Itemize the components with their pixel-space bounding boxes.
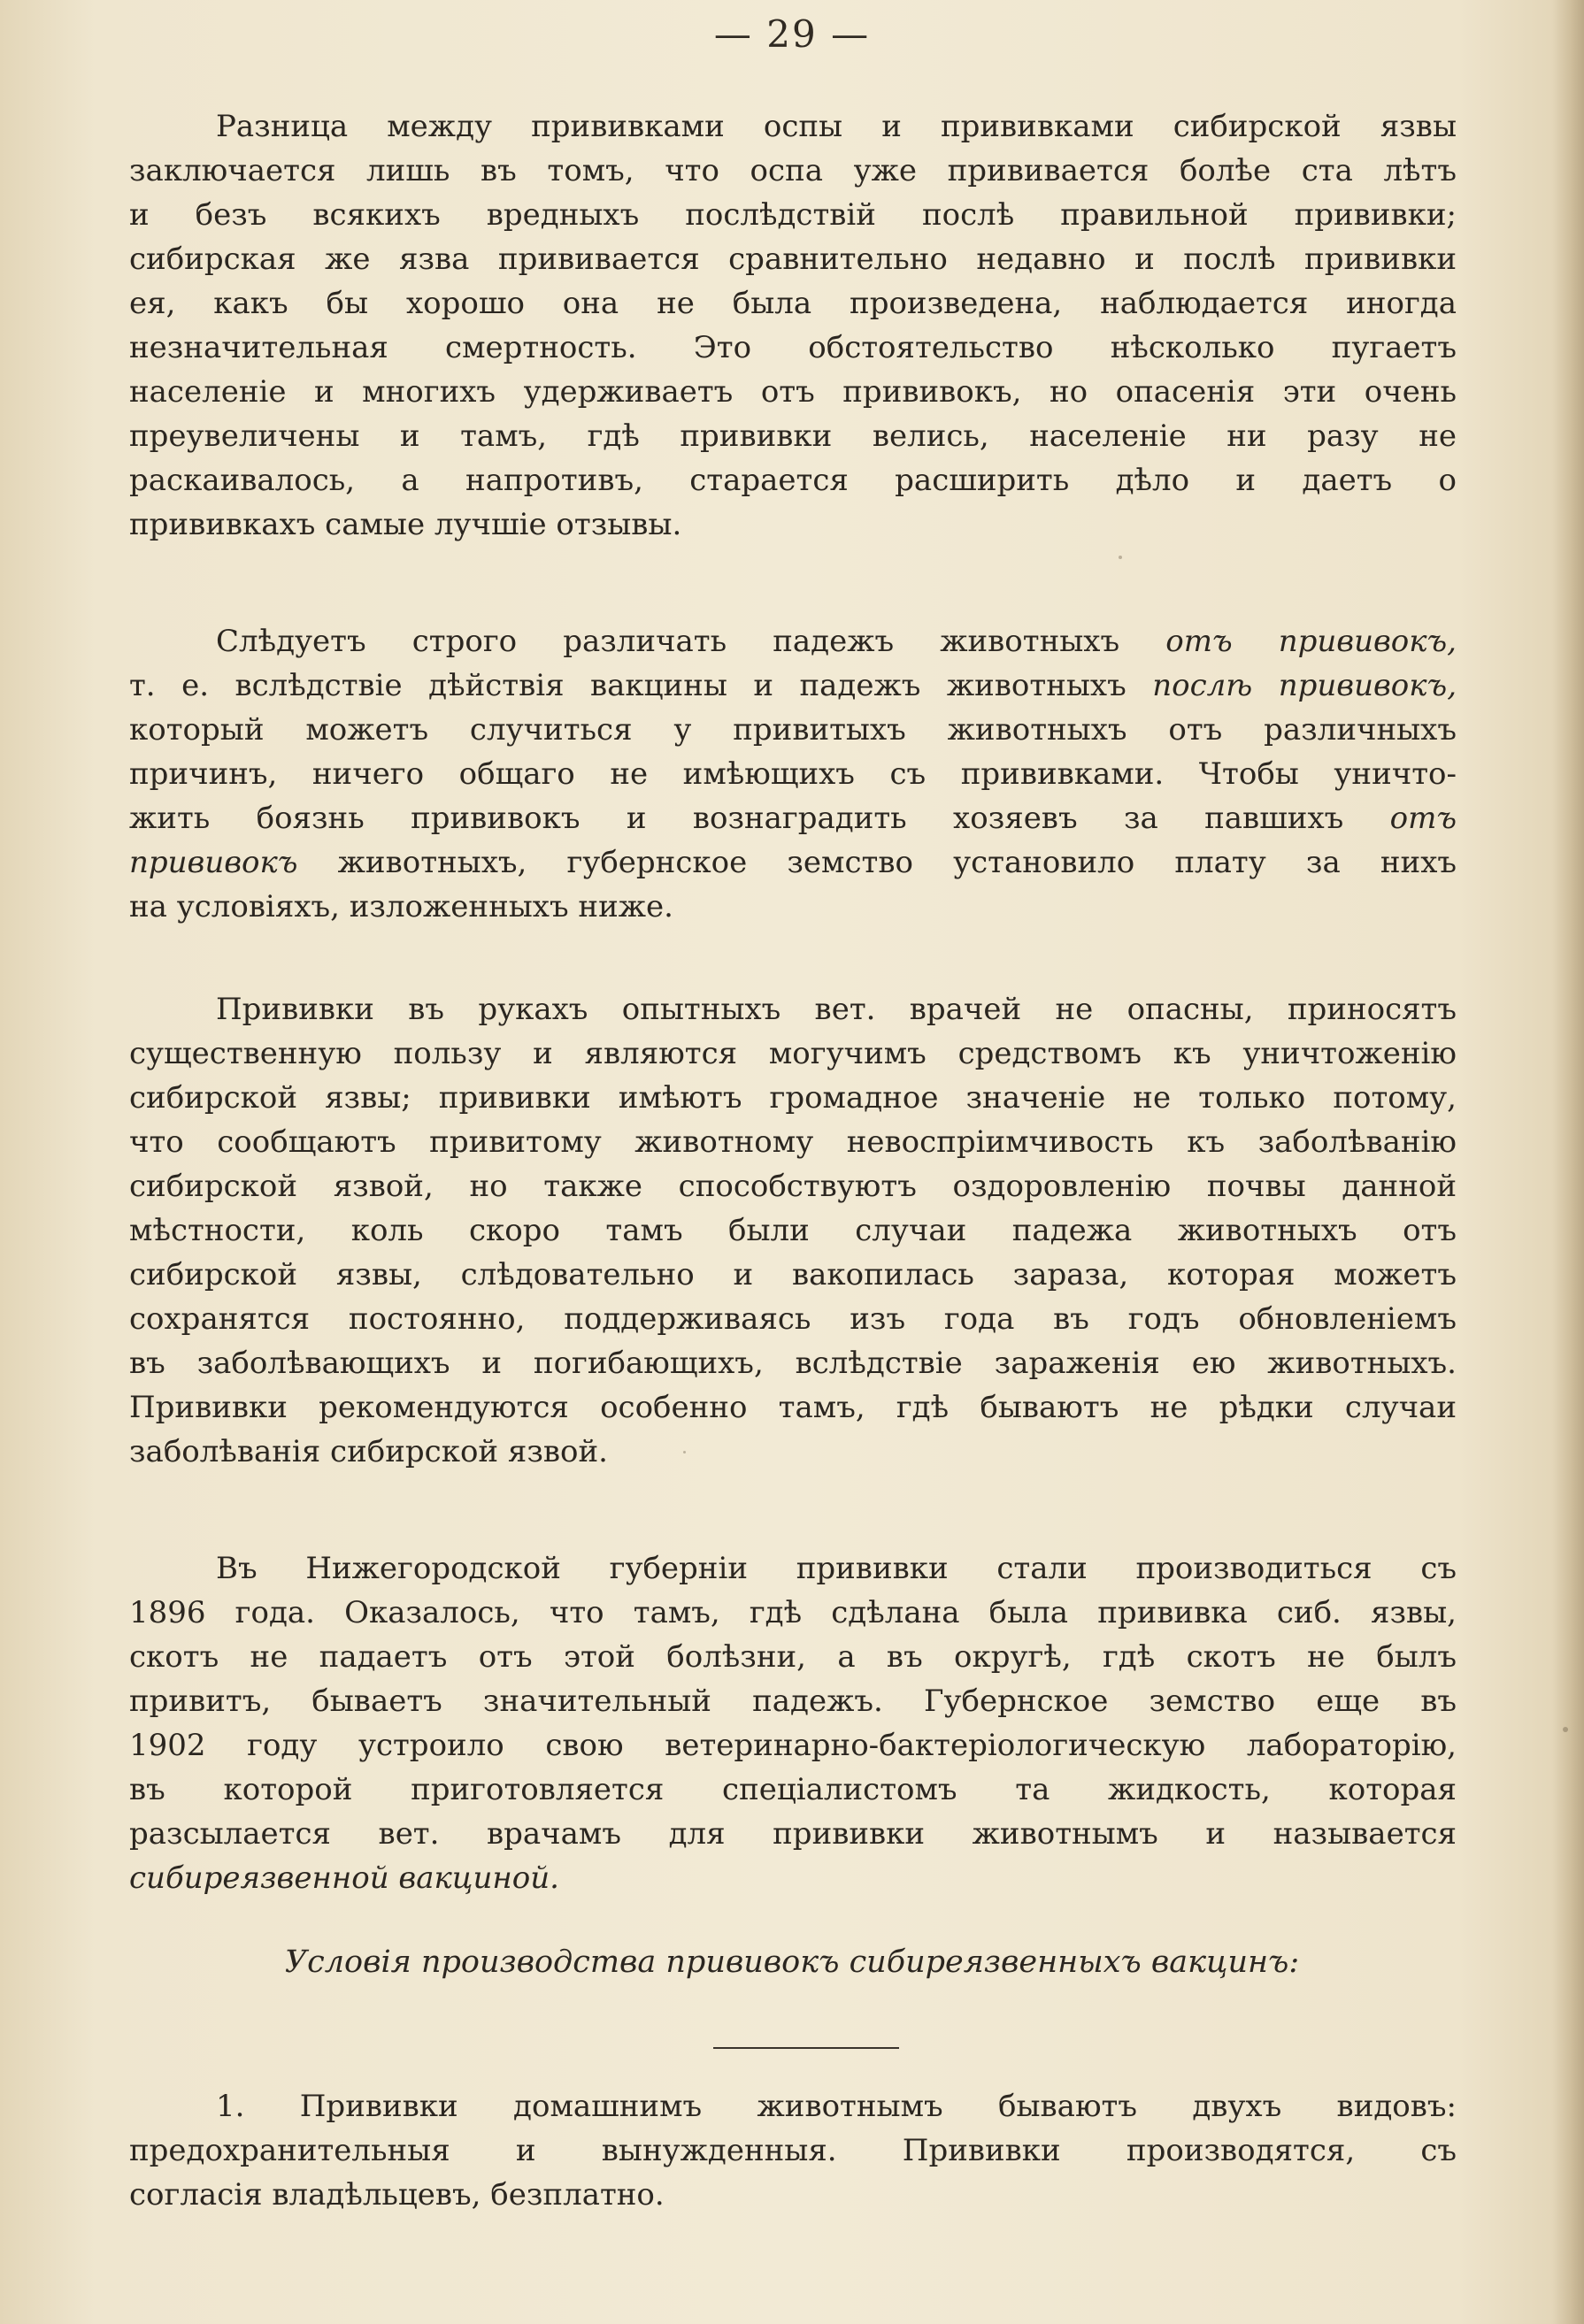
text-line: 1902 году устроило свою ветеринарно-бактеріологическую лабораторію, [129,1728,1457,1763]
italic-text: сибиреязвенной вакциной. [129,1860,559,1896]
text-line: разсылается вет. врачамъ для прививки животнымъ и называется [129,1816,1457,1852]
paragraph-5 [129,2084,1457,2217]
text-line: и безъ всякихъ вредныхъ послѣдствій послѣ правильной прививки; [129,197,1457,233]
text-line: Въ Нижегородской губерніи прививки стали производиться съ [216,1551,1457,1586]
text-line: причинъ, ничего общаго не имѣющихъ съ прививками. Чтобы уничто- [129,756,1457,792]
divider [713,2047,899,2049]
text-line: раскаивалось, а напротивъ, старается расширить дѣло и даетъ о [129,463,1457,498]
paper-speck [1563,1727,1568,1732]
text-line: существенную пользу и являются могучимъ средствомъ къ уничтоженію [129,1036,1457,1071]
text-line: въ заболѣвающихъ и погибающихъ, вслѣдствіе зараженія ею животныхъ. [129,1346,1457,1381]
text-line: въ которой приготовляется спеціалистомъ та жидкость, которая [129,1772,1457,1807]
text-line: согласія владѣльцевъ, безплатно. [129,2177,665,2213]
text-line: что сообщаютъ привитому животному невоспріимчивость къ заболѣванію [129,1124,1457,1160]
text-line: 1896 года. Оказалось, что тамъ, гдѣ сдѣлана была прививка сиб. язвы, [129,1595,1457,1630]
text-line: ея, какъ бы хорошо она не была произведена, наблюдается иногда [129,286,1457,321]
section-heading: Условія производства прививокъ сибиреязвенныхъ вакцинъ: [284,1944,1300,1980]
text-line: прививкахъ самые лучшіе отзывы. [129,507,682,542]
text-line: сибирской язвы; прививки имѣютъ громадное значеніе не только потому, [129,1080,1457,1116]
text-line: сохранятся постоянно, поддерживаясь изъ года въ годъ обновленіемъ [129,1301,1457,1337]
paragraph-3 [129,987,1457,1474]
text-line: заключается лишь въ томъ, что оспа уже прививается болѣе ста лѣтъ [129,153,1457,188]
text-line: Прививки рекомендуются особенно тамъ, гдѣ бываютъ не рѣдки случаи [129,1390,1457,1425]
text-run: животныхъ, губернское земство установило плату за нихъ [297,845,1457,880]
text-line [129,663,1457,708]
text-line: сибирская же язва прививается сравнительно недавно и послѣ прививки [129,242,1457,277]
italic-text: отъ прививокъ, [1165,624,1457,659]
text-line: заболѣванія сибирской язвой. [129,1434,608,1469]
text-run: Слѣдуетъ строго различать падежъ животныхъ [216,624,1166,659]
paragraph-2 [129,619,1457,929]
text-line: на условіяхъ, изложенныхъ ниже. [129,889,673,924]
text-line [129,619,1457,663]
text-line [129,796,1457,840]
italic-text: прививокъ [129,845,298,880]
text-line: Прививки въ рукахъ опытныхъ вет. врачей не опасны, приносятъ [216,992,1457,1027]
text-line: незначительная смертность. Это обстоятельство нѣсколько пугаетъ [129,330,1457,365]
text-run: жить боязнь прививокъ и вознаградить хозяевъ за павшихъ [129,801,1390,836]
page-number: — 29 — [713,12,871,56]
paragraph-4 [129,1546,1457,1900]
italic-text: отъ [1389,801,1457,836]
text-run: т. е. вслѣдствіе дѣйствія вакцины и падежъ животныхъ [129,668,1153,703]
text-line: населеніе и многихъ удерживаетъ отъ прививокъ, но опасенія эти очень [129,374,1457,410]
text-line: привитъ, бываетъ значительный падежъ. Губернское земство еще въ [129,1684,1457,1719]
italic-text: послѣ прививокъ, [1152,668,1457,703]
paragraph-1 [129,104,1457,547]
text-line: 1. Прививки домашнимъ животнымъ бываютъ двухъ видовъ: [216,2089,1457,2124]
text-line [129,840,1457,885]
text-line: предохранительныя и вынужденныя. Прививки производятся, съ [129,2133,1457,2168]
paper-speck [683,1451,686,1453]
text-line: Разница между прививками оспы и прививками сибирской язвы [216,109,1457,144]
text-line: мѣстности, коль скоро тамъ были случаи падежа животныхъ отъ [129,1213,1457,1248]
text-line: скотъ не падаетъ отъ этой болѣзни, а въ округѣ, гдѣ скотъ не былъ [129,1639,1457,1675]
paper-speck [1119,556,1122,559]
text-line: сибирской язвы, слѣдовательно и вакопилась зараза, которая можетъ [129,1257,1457,1292]
text-line: сибирской язвой, но также способствуютъ оздоровленію почвы данной [129,1169,1457,1204]
text-line: который можетъ случиться у привитыхъ животныхъ отъ различныхъ [129,712,1457,748]
text-line: преувеличены и тамъ, гдѣ прививки велись, населеніе ни разу не [129,418,1457,454]
